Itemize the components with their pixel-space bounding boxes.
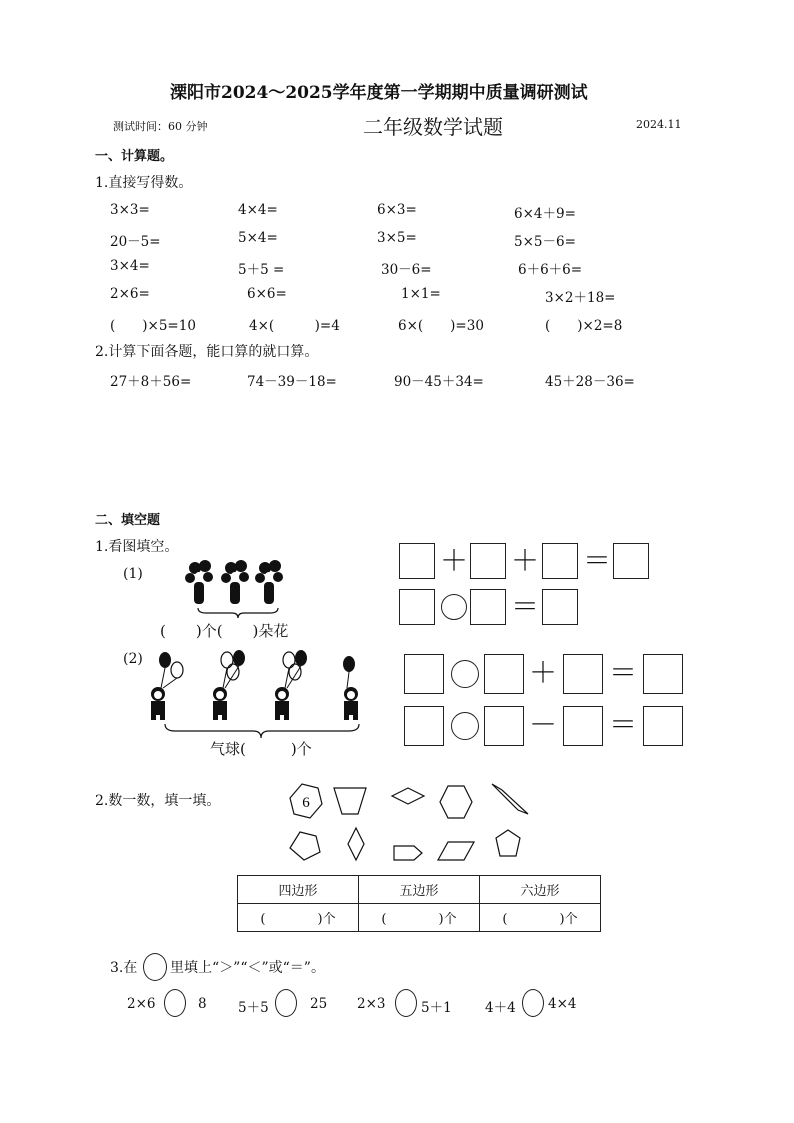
calc-item: 3×2＋18= (545, 290, 616, 306)
answer-box[interactable] (484, 706, 524, 746)
table-header-row (238, 876, 601, 904)
test-time: 测试时间：60 分钟 (113, 120, 208, 133)
fill-q1-label: 1.看图填空。 (95, 539, 179, 555)
header-quadrilateral: 四边形 (238, 876, 359, 904)
answer-box[interactable] (404, 706, 444, 746)
calc-item: 2×6= (110, 286, 150, 302)
answer-box[interactable] (643, 706, 683, 746)
children-with-balloons-image (143, 650, 383, 725)
calc-item: 90－45＋34= (394, 374, 484, 390)
plus-sign: ＋ (440, 544, 469, 577)
operator-circle[interactable] (451, 712, 479, 740)
plus-sign: ＋ (529, 656, 558, 689)
flower-vase-icon (255, 560, 283, 604)
child-with-balloons-icon (343, 656, 358, 720)
compare-left: 4＋4 (485, 1000, 516, 1016)
trapezoid-icon (334, 788, 366, 814)
calc-item: 5×5－6= (514, 234, 576, 250)
compare-circle[interactable] (522, 989, 544, 1017)
answer-box[interactable] (563, 654, 603, 694)
calc-item: 1×1= (401, 286, 441, 302)
parallelogram-icon (438, 842, 474, 860)
rhombus-icon (392, 788, 424, 804)
compare-circle[interactable] (164, 989, 186, 1017)
header-pentagon: 五边形 (359, 876, 480, 904)
plus-sign: ＋ (511, 544, 540, 577)
table-answer-row (238, 904, 601, 932)
compare-right: 25 (310, 996, 328, 1012)
calc-item: 30－6= (381, 262, 432, 278)
compare-right: 8 (198, 996, 207, 1012)
brace-icon (196, 606, 280, 620)
calc-item: 3×4= (110, 258, 150, 274)
child-with-balloons-icon (151, 652, 183, 720)
pentagon-icon (496, 830, 520, 856)
answer-box[interactable] (404, 654, 444, 694)
pentagon-icon (290, 832, 320, 860)
calc-item: 6×3= (377, 202, 417, 218)
part1-label: (1) (123, 566, 143, 582)
subject-title: 二年级数学试题 (363, 115, 503, 139)
rhombus-icon (348, 828, 364, 860)
compare-circle[interactable] (275, 989, 297, 1017)
compare-left: 2×3 (357, 996, 386, 1012)
calc-item: 4×( )=4 (249, 318, 340, 334)
answer-box[interactable] (470, 543, 506, 579)
calc-item: 6×4＋9= (514, 206, 576, 222)
answer-box[interactable] (643, 654, 683, 694)
equals-sign: ＝ (583, 544, 612, 577)
calc-item: 3×5= (377, 230, 417, 246)
operator-circle[interactable] (441, 594, 467, 620)
calc-item: 4×4= (238, 202, 278, 218)
part2-label: (2) (123, 651, 143, 667)
answer-box[interactable] (613, 543, 649, 579)
header-hexagon: 六边形 (480, 876, 601, 904)
compare-circle[interactable] (395, 989, 417, 1017)
equals-sign: ＝ (609, 656, 638, 689)
answer-box[interactable] (563, 706, 603, 746)
compare-right: 5＋1 (421, 1000, 452, 1016)
child-with-balloons-icon (275, 650, 307, 720)
fill-q2-label: 2.数一数，填一填。 (95, 793, 221, 809)
calc-item: 74－39－18= (247, 374, 337, 390)
answer-box[interactable] (484, 654, 524, 694)
compare-left: 5＋5 (238, 1000, 269, 1016)
calc-item: 3×3= (110, 202, 150, 218)
shape-count-table (237, 875, 601, 932)
flower-vase-icon (185, 560, 213, 604)
fill-q3-label-prefix: 3.在 (110, 960, 138, 976)
answer-box[interactable] (399, 543, 435, 579)
calc-item: 5×4= (238, 230, 278, 246)
fill-q3-label-suffix: 里填上“＞”“＜”或“＝”。 (170, 960, 325, 976)
answer-quadrilateral[interactable]: ( )个 (238, 904, 359, 932)
compare-right: 4×4 (548, 996, 577, 1012)
calc-item: 6×6= (247, 286, 287, 302)
minus-sign: － (529, 708, 558, 741)
equals-sign: ＝ (609, 708, 638, 741)
calc-item: 6×( )=30 (398, 318, 484, 334)
pentagon-icon (394, 846, 422, 860)
part1-caption: ( )个( )朵花 (160, 622, 289, 640)
q2-label: 2.计算下面各题，能口算的就口算。 (95, 344, 319, 360)
exam-title: 溧阳市2024～2025学年度第一学期期中质量调研测试 (170, 83, 588, 103)
equals-sign: ＝ (511, 590, 540, 623)
flower-vase-icon (221, 560, 249, 604)
exam-date: 2024.11 (636, 118, 682, 131)
answer-box[interactable] (399, 589, 435, 625)
calc-item: 5＋5 = (238, 262, 285, 278)
calc-item: ( )×5=10 (110, 318, 196, 334)
calc-item: 6＋6＋6= (518, 262, 583, 278)
operator-circle[interactable] (451, 660, 479, 688)
section1-heading: 一、计算题。 (95, 149, 174, 164)
answer-hexagon[interactable]: ( )个 (480, 904, 601, 932)
part2-caption: 气球( )个 (210, 740, 312, 758)
shapes-figure (280, 780, 540, 870)
q1-label: 1.直接写得数。 (95, 175, 193, 191)
sample-compare-circle (143, 953, 167, 981)
hexagon-icon (440, 786, 472, 818)
answer-box[interactable] (542, 543, 578, 579)
answer-pentagon[interactable]: ( )个 (359, 904, 480, 932)
section2-heading: 二、填空题 (95, 513, 161, 528)
calc-item: 45＋28－36= (545, 374, 635, 390)
compare-left: 2×6 (127, 996, 156, 1012)
calc-item: 20－5= (110, 234, 161, 250)
parallelogram-icon (492, 784, 528, 814)
answer-box[interactable] (542, 589, 578, 625)
hexagon-number: 6 (302, 795, 310, 811)
calc-item: 27＋8＋56= (110, 374, 192, 390)
child-with-balloons-icon (213, 650, 245, 720)
calc-item: ( )×2=8 (545, 318, 623, 334)
answer-box[interactable] (470, 589, 506, 625)
